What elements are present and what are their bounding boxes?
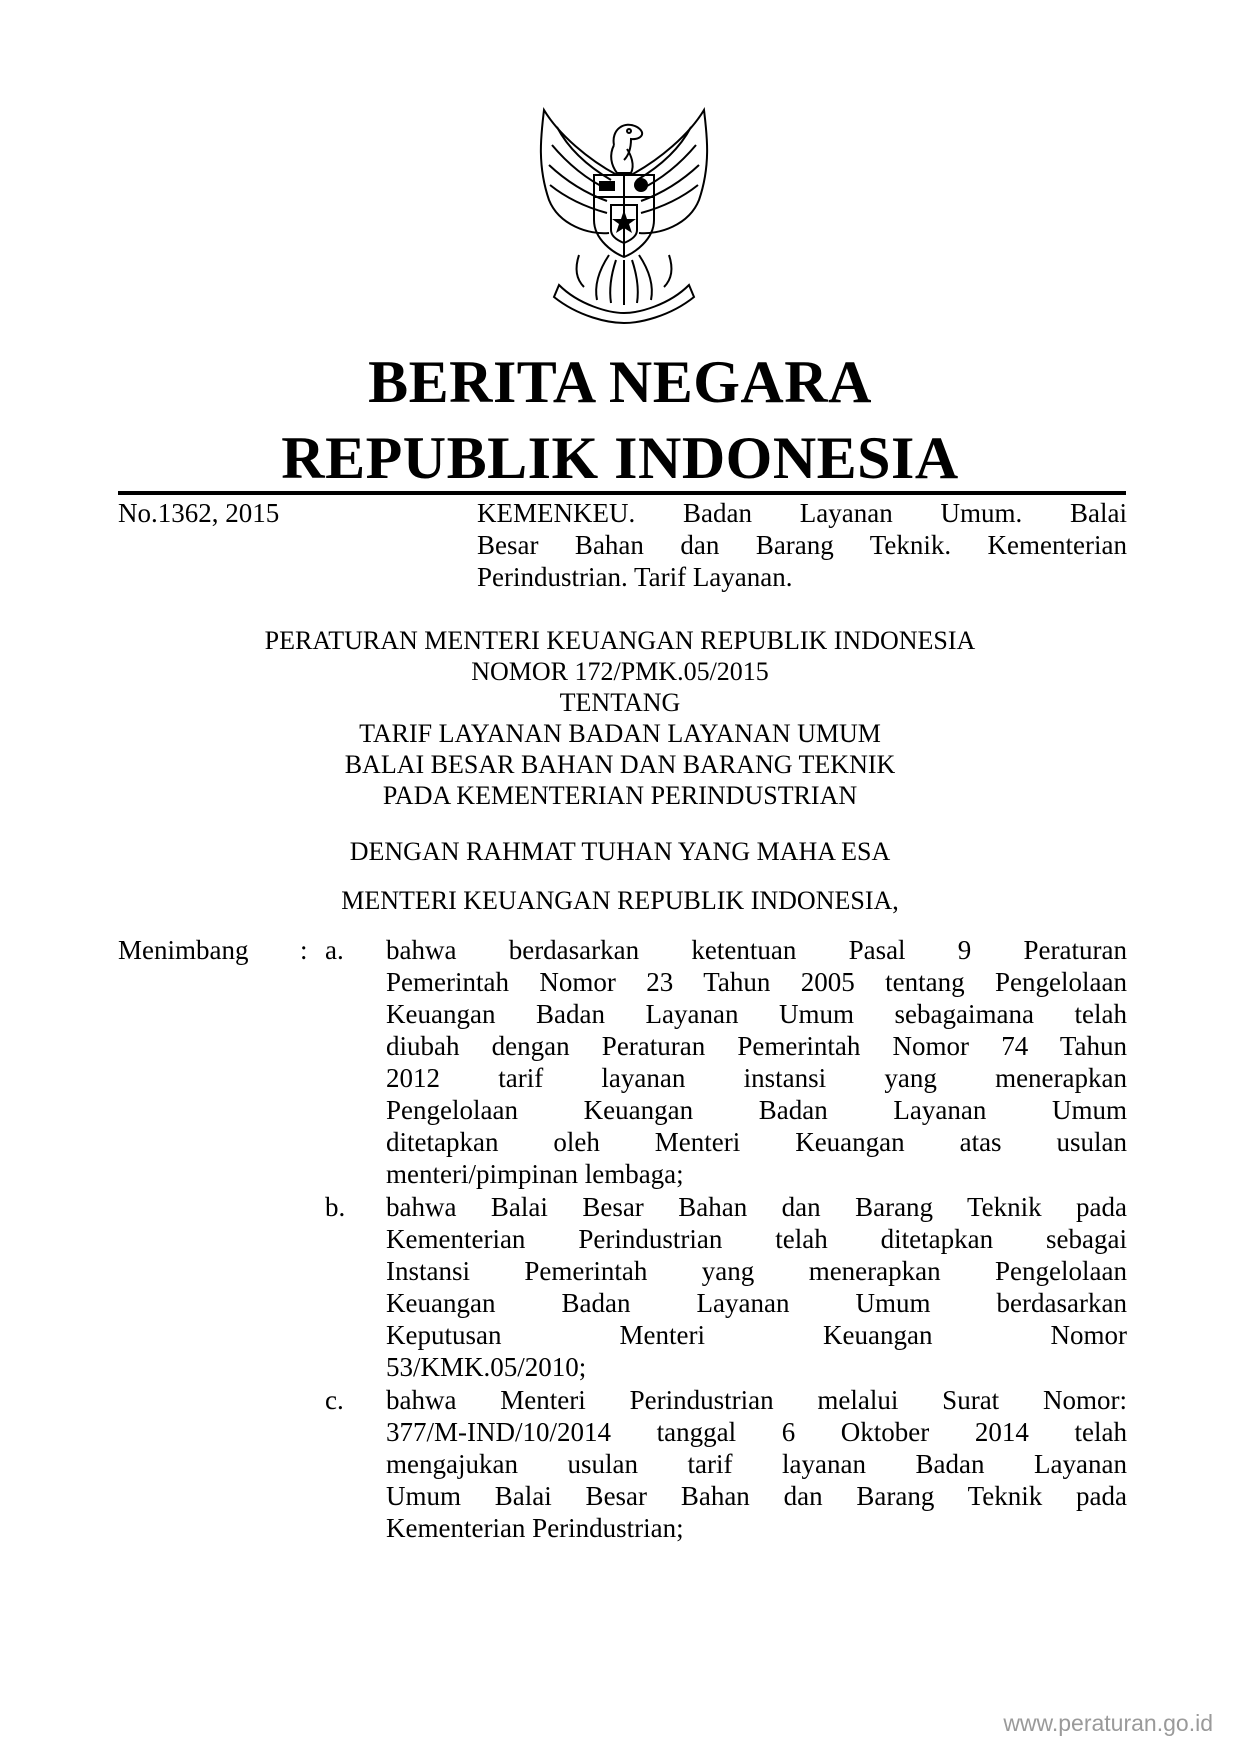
- consideration-line: Keputusan Menteri Keuangan Nomor: [386, 1320, 1127, 1350]
- consideration-marker: c.: [325, 1385, 344, 1415]
- consideration-line: ditetapkan oleh Menteri Keuangan atas usulan: [386, 1127, 1127, 1157]
- garuda-pancasila-emblem: [519, 105, 729, 325]
- consideration-marker: a.: [325, 935, 344, 965]
- gazette-subject: [477, 497, 1127, 593]
- regulation-heading-line: PERATURAN MENTERI KEUANGAN REPUBLIK INDONESIA: [264, 626, 976, 655]
- consideration-line: Keuangan Badan Layanan Umum berdasarkan: [386, 1288, 1127, 1318]
- gazette-subject-line: KEMENKEU. Badan Layanan Umum. Balai: [477, 498, 1127, 528]
- regulation-heading: [0, 625, 1240, 811]
- consideration-marker: b.: [325, 1192, 346, 1222]
- consideration-line: bahwa Menteri Perindustrian melalui Surat Nomor:: [386, 1385, 1127, 1415]
- regulation-heading-line: TARIF LAYANAN BADAN LAYANAN UMUM: [359, 719, 881, 748]
- consideration-line: 53/KMK.05/2010;: [386, 1352, 587, 1382]
- minister-title: MENTERI KEUANGAN REPUBLIK INDONESIA,: [341, 886, 899, 915]
- consideration-line: Pemerintah Nomor 23 Tahun 2005 tentang Pengelolaan: [386, 967, 1127, 997]
- consideration-line: menteri/pimpinan lembaga;: [386, 1159, 684, 1189]
- consideration-line: mengajukan usulan tarif layanan Badan Layanan: [386, 1449, 1127, 1479]
- consideration-line: bahwa Balai Besar Bahan dan Barang Teknik pada: [386, 1192, 1127, 1222]
- source-watermark: www.peraturan.go.id: [1003, 1710, 1213, 1736]
- header-divider: [118, 491, 1126, 495]
- consideration-text: [386, 1191, 1127, 1383]
- gazette-number: No.1362, 2015: [118, 498, 280, 528]
- consideration-text: [386, 934, 1127, 1190]
- consideration-line: Umum Balai Besar Bahan dan Barang Teknik pada: [386, 1481, 1127, 1511]
- consideration-line: bahwa berdasarkan ketentuan Pasal 9 Peraturan: [386, 935, 1127, 965]
- consideration-line: Pengelolaan Keuangan Badan Layanan Umum: [386, 1095, 1127, 1125]
- consideration-line: 2012 tarif layanan instansi yang menerapkan: [386, 1063, 1127, 1093]
- regulation-heading-line: TENTANG: [559, 688, 681, 717]
- consideration-line: Keuangan Badan Layanan Umum sebagaimana telah: [386, 999, 1127, 1029]
- considerations-colon: :: [300, 935, 308, 965]
- consideration-line: 377/M-IND/10/2014 tanggal 6 Oktober 2014 telah: [386, 1417, 1127, 1447]
- invocation: DENGAN RAHMAT TUHAN YANG MAHA ESA: [349, 837, 891, 866]
- regulation-heading-line: BALAI BESAR BAHAN DAN BARANG TEKNIK: [344, 750, 896, 779]
- gazette-title-line-1: BERITA NEGARA: [368, 349, 872, 415]
- regulation-heading-line: NOMOR 172/PMK.05/2015: [471, 657, 769, 686]
- consideration-line: Instansi Pemerintah yang menerapkan Pengelolaan: [386, 1256, 1127, 1286]
- regulation-heading-line: PADA KEMENTERIAN PERINDUSTRIAN: [382, 781, 858, 810]
- consideration-line: diubah dengan Peraturan Pemerintah Nomor 74 Tahun: [386, 1031, 1127, 1061]
- consideration-line: Kementerian Perindustrian telah ditetapkan sebagai: [386, 1224, 1127, 1254]
- gazette-subject-line: Besar Bahan dan Barang Teknik. Kementerian: [477, 530, 1127, 560]
- gazette-subject-line: Perindustrian. Tarif Layanan.: [477, 562, 793, 592]
- considerations-label: Menimbang: [118, 935, 249, 965]
- consideration-line: Kementerian Perindustrian;: [386, 1513, 684, 1543]
- consideration-text: [386, 1384, 1127, 1544]
- gazette-title-line-2: REPUBLIK INDONESIA: [281, 425, 959, 491]
